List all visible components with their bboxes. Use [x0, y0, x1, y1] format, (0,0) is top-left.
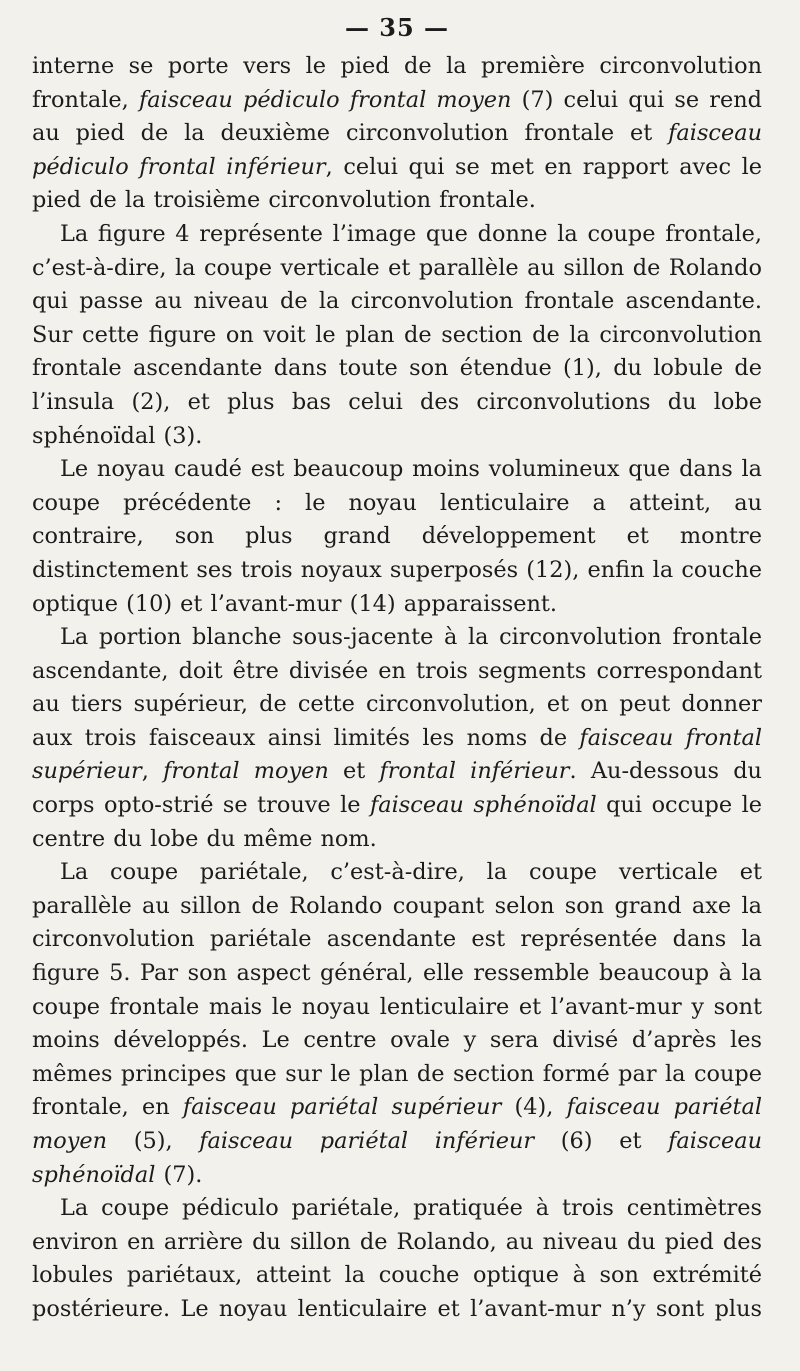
paragraph	[32, 1192, 762, 1326]
paragraph	[32, 218, 762, 453]
text-run: La portion blanche sous-jacente à la circonvolution frontale ascendante, doit être divisée en trois segments correspondant au tiers supérieur, de cette circonvolution, et on peut donner aux trois faisceaux ainsi limités les noms de	[32, 624, 762, 751]
paragraph	[32, 453, 762, 621]
text-run: qui occupe le centre du lobe du même nom.	[32, 792, 763, 852]
text-run: ,	[141, 758, 164, 785]
italic-text-run: faisceau pédiculo frontal moyen	[138, 86, 512, 113]
paragraph	[32, 856, 762, 1192]
text-run: (6) et	[534, 1128, 669, 1154]
paragraph	[32, 621, 762, 856]
body-text	[32, 50, 762, 1327]
italic-text-run: faisceau pariétal inférieur	[199, 1128, 535, 1154]
italic-text-run: frontal inférieur	[379, 758, 570, 785]
paragraph	[32, 50, 762, 218]
text-run: , celui qui se met en rapport avec le pied de la troisième circonvolution frontale.	[32, 153, 762, 214]
text-run: (7).	[155, 1161, 203, 1188]
italic-text-run: faisceau sphénoïdal	[32, 1128, 762, 1188]
italic-text-run: faisceau pariétal supérieur	[182, 1094, 502, 1121]
italic-text-run: faisceau frontal supérieur	[32, 724, 762, 785]
text-run: et	[328, 758, 380, 785]
italic-text-run: faisceau pariétal moyen	[32, 1094, 762, 1154]
text-run: (7) celui qui se rend au pied de la deuxième circonvolution frontale et	[32, 86, 762, 147]
text-run: interne se porte vers le pied de la première circonvolution frontale,	[32, 53, 762, 113]
text-run: (4),	[501, 1094, 567, 1121]
italic-text-run: frontal moyen	[163, 758, 329, 785]
text-run: . Au-dessous du corps opto-strié se trouve le	[32, 758, 762, 819]
text-run: La figure 4 représente l’image que donne la coupe frontale, c’est-à-dire, la coupe verticale et parallèle au sillon de Rolando qui passe au niveau de la circonvolution frontale ascendante. Sur cette figure on voit le plan de section de la circonvolution frontale ascendante dans toute son étendue (1), du lobule de l’insula (2), et plus bas celui des circonvolutions du lobe sphénoïdal (3).	[32, 220, 762, 449]
text-run: Le noyau caudé est beaucoup moins volumineux que dans la coupe précédente : le noyau lenticulaire a atteint, au contraire, son plus grand développement et montre distinctement ses trois noyaux superposés (12), enfin la couche optique (10) et l’avant-mur (14) apparaissent.	[32, 456, 762, 617]
text-run: (5),	[107, 1128, 200, 1154]
italic-text-run: faisceau pédiculo frontal inférieur	[32, 120, 762, 180]
page-number: — 35 —	[344, 13, 450, 42]
text-run: La coupe pariétale, c’est-à-dire, la coupe verticale et parallèle au sillon de Rolando coupant selon son grand axe la circonvolution pariétale ascendante est représentée dans la figure 5. Par son aspect général, elle ressemble beaucoup à la coupe frontale mais le noyau lenticulaire et l’avant-mur y sont moins développés. Le centre ovale y sera divisé d’après les mêmes principes que sur le plan de section formé par la coupe frontale, en	[32, 859, 762, 1121]
italic-text-run: faisceau sphénoïdal	[370, 792, 597, 819]
text-run: La coupe pédiculo pariétale, pratiquée à trois centimètres environ en arrière du sillon de Rolando, au niveau du pied des lobules pariétaux, atteint la couche optique à son extrémité postérieure. Le noyau lenticulaire et l’avant-mur n’y sont plus	[32, 1195, 762, 1322]
